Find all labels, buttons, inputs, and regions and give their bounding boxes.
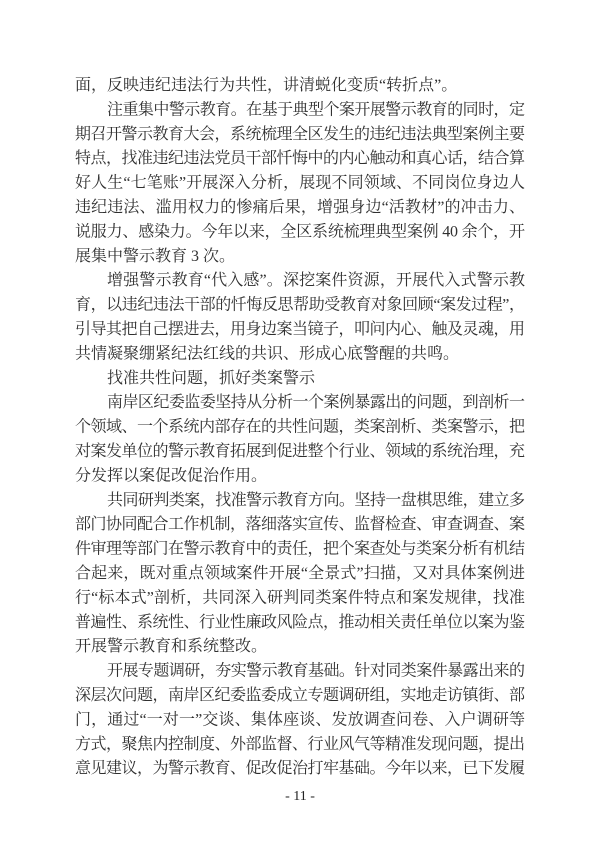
text-line: 开展专题调研，夯实警示教育基础。针对同类案件暴露出来的: [107, 662, 525, 680]
text-line: 部门协同配合工作机制，落细落实宣传、监督检查、审查调查、案: [75, 516, 525, 534]
text-line: 展集中警示教育 3 次。: [75, 247, 236, 265]
text-line: 引导其把自己摆进去，用身边案当镜子，叩问内心、触及灵魂，用: [75, 321, 525, 338]
text-line: 深层次问题，南岸区纪委监委成立专题调研组，实地走访镇街、部: [75, 687, 525, 704]
text-line: 面，反映违纪违法行为共性，讲清蜕化变质“转折点”。: [75, 77, 458, 94]
text-line: 行“标本式”剖析，共同深入研判同类案件特点和案发规律，找准: [75, 589, 525, 607]
text-line: 共同研判类案，找准警示教育方向。坚持一盘棋思维，建立多: [107, 491, 525, 509]
text-line: 育，以违纪违法干部的忏悔反思帮助受教育对象回顾“案发过程”，: [75, 296, 525, 314]
text-line: 方式，聚焦内控制度、外部监督、行业风气等精准发现问题，提出: [75, 735, 525, 753]
text-line: 个领域、一个系统内部存在的共性问题，类案剖析、类案警示，把: [75, 418, 525, 436]
text-line: 期召开警示教育大会，系统梳理全区发生的违纪违法典型案例主要: [75, 125, 525, 143]
section-heading: 找准共性问题，抓好类案警示: [107, 369, 316, 387]
text-line: 合起来，既对重点领域案件开展“全景式”扫描，又对具体案例进: [75, 565, 525, 582]
text-line: 南岸区纪委监委坚持从分析一个案例暴露出的问题，到剖析一: [107, 394, 525, 412]
page-number: - 11 -: [285, 789, 315, 804]
text-line: 违纪违法、滥用权力的惨痛后果，增强身边“活教材”的冲击力、: [75, 199, 525, 216]
text-line: 门，通过“一对一”交谈、集体座谈、发放调查问卷、入户调研等: [75, 711, 525, 729]
text-line: 普遍性、系统性、行业性廉政风险点，推动相关责任单位以案为鉴: [75, 613, 525, 631]
text-line: 注重集中警示教育。在基于典型个案开展警示教育的同时，定: [107, 101, 525, 119]
text-line: 意见建议，为警示教育、促改促治打牢基础。今年以来，已下发履: [75, 760, 525, 778]
text-line: 增强警示教育“代入感”。深挖案件资源，开展代入式警示教: [107, 272, 525, 290]
text-line: 共情凝聚绷紧纪法红线的共识、形成心底警醒的共鸣。: [75, 345, 460, 363]
text-line: 分发挥以案促改促治作用。: [75, 467, 268, 485]
text-line: 特点，找准违纪违法党员干部忏悔中的内心触动和真心话，结合算: [75, 150, 525, 168]
text-line: 说服力、感染力。今年以来，全区系统梳理典型案例 40 余个，开: [75, 223, 525, 241]
text-line: 好人生“七笔账”开展深入分析，展现不同领域、不同岗位身边人: [75, 174, 525, 192]
text-line: 对案发单位的警示教育拓展到促进整个行业、领域的系统治理，充: [75, 443, 525, 460]
text-line: 开展警示教育和系统整改。: [75, 638, 268, 656]
text-line: 件审理等部门在警示教育中的责任，把个案查处与类案分析有机结: [75, 540, 525, 558]
